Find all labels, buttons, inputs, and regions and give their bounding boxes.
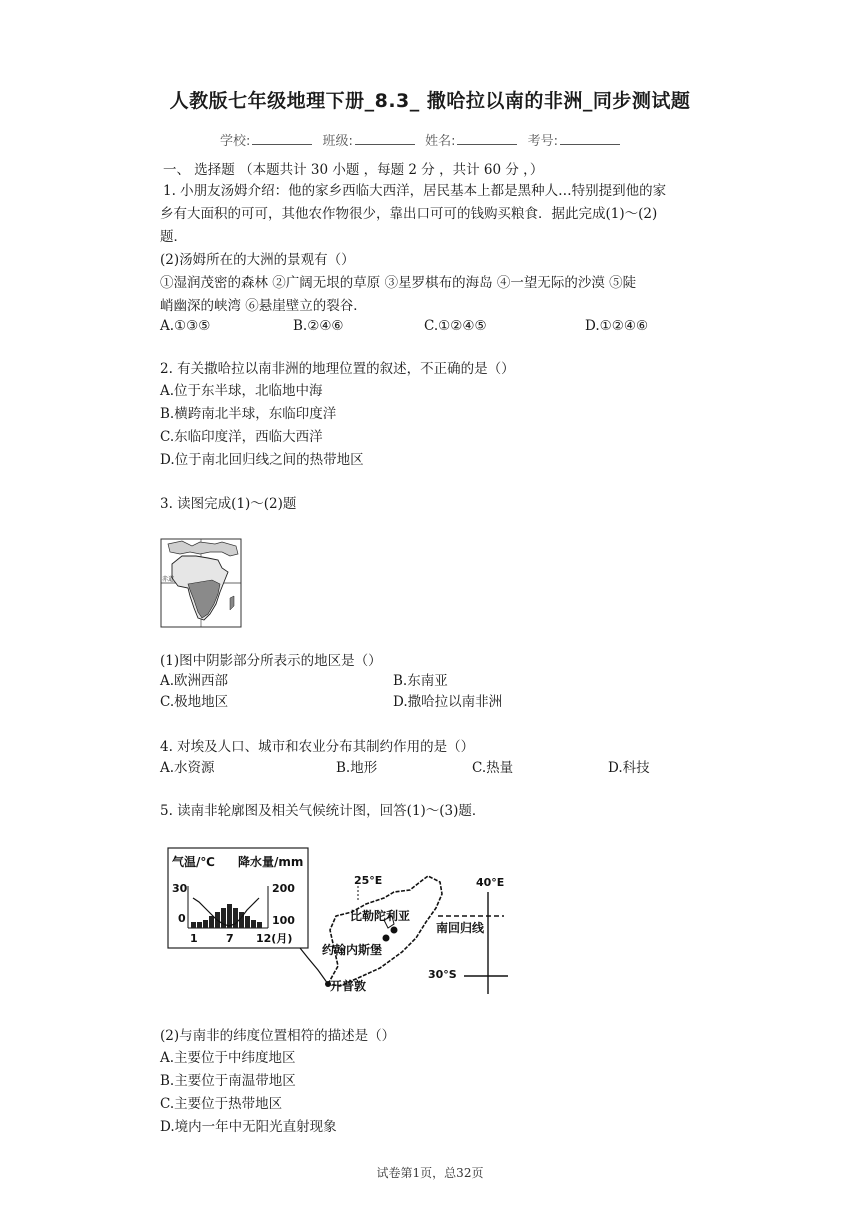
precip-tick-200: 200 [272, 882, 295, 895]
q2-option-c[interactable]: C.东临印度洋，西临大西洋 [160, 429, 323, 445]
q1-sub-question: (2)汤姆所在的大洲的景观有（） [160, 252, 355, 268]
precip-axis-label: 降水量/mm [238, 855, 304, 869]
q5-option-a[interactable]: A.主要位于中纬度地区 [160, 1050, 296, 1066]
page-footer: 试卷第1页，总32页 [376, 1166, 484, 1180]
name-blank[interactable] [457, 132, 517, 145]
q4-option-a[interactable]: A.水资源 [160, 760, 215, 776]
lon-25-label: 25°E [354, 874, 383, 887]
tropic-label: 南回归线 [436, 921, 485, 935]
south-africa-figure [158, 846, 510, 998]
q1-line3: 题． [160, 229, 187, 245]
temp-axis-label: 气温/℃ [172, 855, 215, 869]
pretoria-dot [391, 927, 398, 934]
q1-text1: ①湿润茂密的森林 ②广阔无垠的草原 ③星罗棋布的海岛 ④一望无际的沙漠 ⑤陡 [160, 275, 637, 291]
q5-sub-question: (2)与南非的纬度位置相符的描述是（） [160, 1028, 396, 1044]
equator-label: 赤道 [162, 576, 175, 583]
q5-option-d[interactable]: D.境内一年中无阳光直射现象 [160, 1119, 337, 1135]
q2-option-b[interactable]: B.横跨南北半球，东临印度洋 [160, 406, 337, 422]
section-heading: 一、 选择题 （本题共计 30 小题 ，每题 2 分 ，共计 60 分 ，） [163, 162, 544, 178]
q1-option-a[interactable]: A.①③⑤ [160, 318, 211, 334]
class-label: 班级: [322, 134, 353, 149]
q2-stem: 2. 有关撒哈拉以南非洲的地理位置的叙述，不正确的是（） [160, 361, 515, 377]
pretoria-label: 比勒陀利亚 [350, 909, 411, 923]
class-blank[interactable] [355, 132, 415, 145]
q2-option-d[interactable]: D.位于南北回归线之间的热带地区 [160, 452, 364, 468]
q3-option-d[interactable]: D.撒哈拉以南非洲 [393, 694, 503, 710]
school-label: 学校: [220, 134, 251, 149]
q3-sub-question: (1)图中阴影部分所表示的地区是（） [160, 653, 382, 669]
q5-option-c[interactable]: C.主要位于热带地区 [160, 1096, 283, 1112]
q4-stem: 4. 对埃及人口、城市和农业分布其制约作用的是（） [160, 739, 475, 755]
q4-option-b[interactable]: B.地形 [336, 760, 378, 776]
q4-option-c[interactable]: C.热量 [472, 760, 514, 776]
month-tick-12: 12(月) [256, 932, 293, 945]
month-tick-7: 7 [226, 932, 234, 945]
africa-map-figure [160, 538, 242, 628]
q5-stem: 5. 读南非轮廓图及相关气候统计图，回答(1)～(3)题． [160, 803, 486, 819]
school-blank[interactable] [252, 132, 312, 145]
q3-option-b[interactable]: B.东南亚 [393, 673, 448, 689]
q1-line1: 1. 小朋友汤姆介绍：他的家乡西临大西洋，居民基本上都是黑种人…特别提到他的家 [163, 183, 667, 199]
page-title: 人教版七年级地理下册_8.3_ 撒哈拉以南的非洲_同步测试题 [169, 90, 691, 112]
temp-tick-0: 0 [178, 912, 186, 925]
name-label: 姓名: [425, 134, 456, 149]
exam-no-label: 考号: [527, 134, 558, 149]
q1-option-c[interactable]: C.①②④⑤ [424, 318, 487, 334]
cape-town-label: 开普敦 [330, 979, 367, 993]
temp-tick-30: 30 [172, 882, 188, 895]
student-info-row [220, 130, 626, 149]
q2-option-a[interactable]: A.位于东半球，北临地中海 [160, 383, 323, 399]
q3-option-a[interactable]: A.欧洲西部 [160, 673, 229, 689]
q1-text2: 峭幽深的峡湾 ⑥悬崖壁立的裂谷． [160, 298, 367, 314]
lat-30s-label: 30°S [428, 968, 457, 981]
precip-tick-100: 100 [272, 914, 295, 927]
month-tick-1: 1 [190, 932, 198, 945]
q1-option-d[interactable]: D.①②④⑥ [585, 318, 649, 334]
q1-option-b[interactable]: B.②④⑥ [293, 318, 344, 334]
q4-option-d[interactable]: D.科技 [608, 760, 650, 776]
johannesburg-dot [383, 935, 390, 942]
lon-40-label: 40°E [476, 876, 505, 889]
q5-option-b[interactable]: B.主要位于南温带地区 [160, 1073, 296, 1089]
johannesburg-label: 约翰内斯堡 [322, 943, 383, 957]
q3-stem: 3. 读图完成(1)～(2)题 [160, 496, 297, 512]
south-africa-outline [328, 876, 442, 986]
exam-no-blank[interactable] [560, 132, 620, 145]
q3-option-c[interactable]: C.极地地区 [160, 694, 229, 710]
q1-line2: 乡有大面积的可可，其他农作物很少，靠出口可可的钱购买粮食．据此完成(1)～(2) [160, 206, 658, 222]
